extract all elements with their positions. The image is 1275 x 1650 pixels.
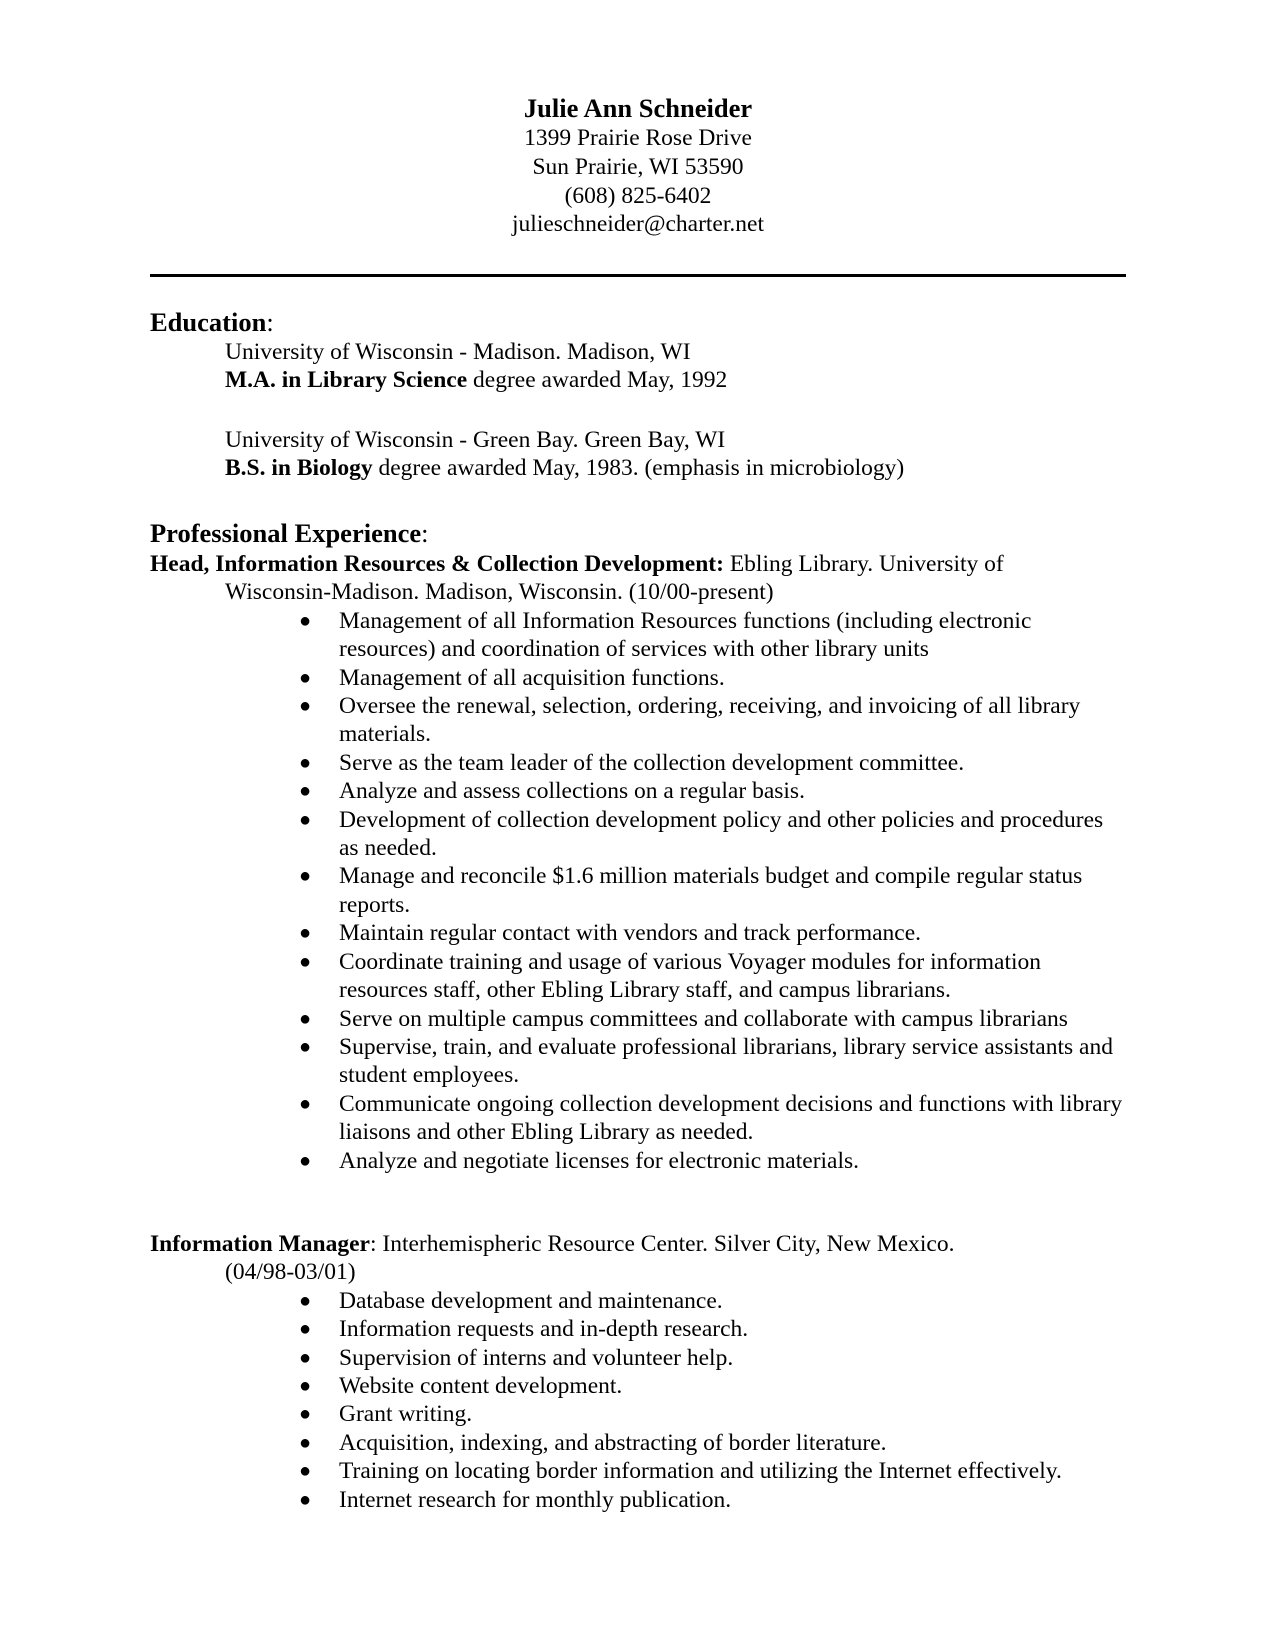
list-item — [0, 1090, 1126, 1147]
job-role: Head, Information Resources & Collection Development: — [150, 551, 724, 577]
experience-heading — [150, 517, 428, 549]
duty-text: Training on locating border information and utilizing the Internet effectively. — [339, 1458, 1062, 1485]
bullet-icon: ● — [299, 1149, 312, 1172]
list-item — [0, 862, 1126, 919]
contact-header — [150, 92, 1126, 239]
duty-text: Manage and reconcile $1.6 million materials budget and compile regular status reports. — [339, 863, 1083, 918]
job-organization-continued: Wisconsin-Madison. Madison, Wisconsin. (10/00-present) — [225, 579, 774, 606]
list-item — [0, 664, 1126, 692]
education-colon: : — [266, 307, 274, 337]
list-item — [0, 1147, 1126, 1175]
experience-colon: : — [421, 518, 429, 548]
duty-text: Management of all Information Resources functions (including electronic resources) and coordination of services with other library units — [339, 607, 1032, 663]
bullet-icon: ● — [299, 865, 312, 888]
bullet-icon: ● — [299, 1375, 312, 1398]
job-title-line — [150, 550, 1126, 578]
education-school: University of Wisconsin - Green Bay. Green Bay, WI — [225, 427, 726, 453]
bullet-icon: ● — [299, 1007, 312, 1030]
list-item — [0, 1429, 1126, 1457]
list-item — [0, 777, 1126, 805]
education-degree-detail: degree awarded May, 1992 — [467, 367, 728, 394]
bullet-icon: ● — [299, 609, 312, 632]
job-organization: Ebling Library. University of — [723, 551, 1004, 577]
education-title: Education — [150, 307, 267, 337]
job-organization: : Interhemispheric Resource Center. Silver City, New Mexico. — [369, 1231, 955, 1257]
bullet-icon: ● — [299, 950, 312, 973]
duty-text: Serve as the team leader of the collection development committee. — [339, 749, 965, 776]
email-address: julieschneider@charter.net — [512, 211, 764, 238]
list-item — [0, 1033, 1126, 1090]
bullet-icon: ● — [299, 1318, 312, 1341]
list-item — [0, 1005, 1126, 1033]
phone-number: (608) 825-6402 — [564, 182, 712, 209]
duty-text: Internet research for monthly publication. — [339, 1486, 732, 1513]
duty-text: Coordinate training and usage of various Voyager modules for information resources staff, other Ebling Library staff, and campus librarians. — [339, 948, 1042, 1004]
list-item — [0, 919, 1126, 947]
bullet-icon: ● — [299, 1431, 312, 1454]
duty-text: Supervise, train, and evaluate professional librarians, library service assistants and student employees. — [339, 1033, 1113, 1089]
duty-text: Management of all acquisition functions. — [339, 664, 725, 691]
duty-text: Analyze and negotiate licenses for electronic materials. — [339, 1147, 860, 1174]
applicant-name: Julie Ann Schneider — [523, 93, 753, 123]
duty-text: Development of collection development policy and other policies and procedures as needed. — [339, 806, 1104, 862]
duty-text: Information requests and in-depth research. — [339, 1316, 749, 1343]
list-item — [0, 1315, 1126, 1343]
bullet-icon: ● — [299, 922, 312, 945]
list-item — [0, 1287, 1126, 1315]
list-item — [0, 692, 1126, 749]
header-divider — [150, 274, 1126, 277]
duty-text: Maintain regular contact with vendors and track performance. — [339, 920, 922, 947]
address-line-2: Sun Prairie, WI 53590 — [532, 153, 744, 180]
duty-text: Analyze and assess collections on a regular basis. — [339, 778, 805, 805]
list-item — [0, 607, 1126, 664]
education-entry — [225, 426, 904, 483]
bullet-icon: ● — [299, 1403, 312, 1426]
duty-text: Acquisition, indexing, and abstracting of border literature. — [339, 1429, 887, 1456]
bullet-icon: ● — [299, 666, 312, 689]
education-school: University of Wisconsin - Madison. Madison, WI — [225, 339, 691, 365]
bullet-icon: ● — [299, 1346, 312, 1369]
job-duties-list — [0, 1287, 1126, 1514]
list-item — [0, 749, 1126, 777]
experience-title: Professional Experience — [150, 518, 422, 548]
duty-text: Database development and maintenance. — [339, 1287, 723, 1314]
bullet-icon: ● — [299, 1035, 312, 1058]
job-duties-list — [0, 607, 1126, 1175]
list-item — [0, 1400, 1126, 1428]
list-item — [0, 1457, 1126, 1485]
bullet-icon: ● — [299, 1092, 312, 1115]
education-degree-line — [225, 366, 727, 394]
job-dates: (04/98-03/01) — [225, 1259, 356, 1286]
education-heading — [150, 306, 274, 338]
list-item — [0, 1372, 1126, 1400]
bullet-icon: ● — [299, 695, 312, 718]
job-entry — [150, 550, 1126, 1175]
list-item — [0, 1486, 1126, 1514]
list-item — [0, 806, 1126, 863]
bullet-icon: ● — [299, 808, 312, 831]
bullet-icon: ● — [299, 1488, 312, 1511]
duty-text: Website content development. — [339, 1373, 623, 1400]
bullet-icon: ● — [299, 1289, 312, 1312]
bullet-icon: ● — [299, 1460, 312, 1483]
bullet-icon: ● — [299, 780, 312, 803]
address-line-1: 1399 Prairie Rose Drive — [524, 125, 752, 151]
education-degree: B.S. in Biology — [225, 455, 373, 482]
duty-text: Communicate ongoing collection development decisions and functions with library liaisons and other Ebling Library as needed. — [339, 1090, 1123, 1146]
duty-text: Grant writing. — [339, 1401, 473, 1428]
duty-text: Oversee the renewal, selection, ordering, receiving, and invoicing of all library materials. — [339, 693, 1081, 748]
list-item — [0, 1344, 1126, 1372]
job-entry — [150, 1230, 1126, 1514]
education-degree-line — [225, 454, 904, 482]
duty-text: Supervision of interns and volunteer help. — [339, 1344, 734, 1371]
job-title-line — [150, 1230, 1126, 1258]
duty-text: Serve on multiple campus committees and collaborate with campus librarians — [339, 1005, 1068, 1032]
education-entry — [225, 338, 727, 395]
education-degree-detail: degree awarded May, 1983. (emphasis in microbiology) — [372, 455, 905, 482]
bullet-icon: ● — [299, 751, 312, 774]
list-item — [0, 948, 1126, 1005]
job-role: Information Manager — [150, 1231, 370, 1257]
education-degree: M.A. in Library Science — [225, 367, 468, 394]
